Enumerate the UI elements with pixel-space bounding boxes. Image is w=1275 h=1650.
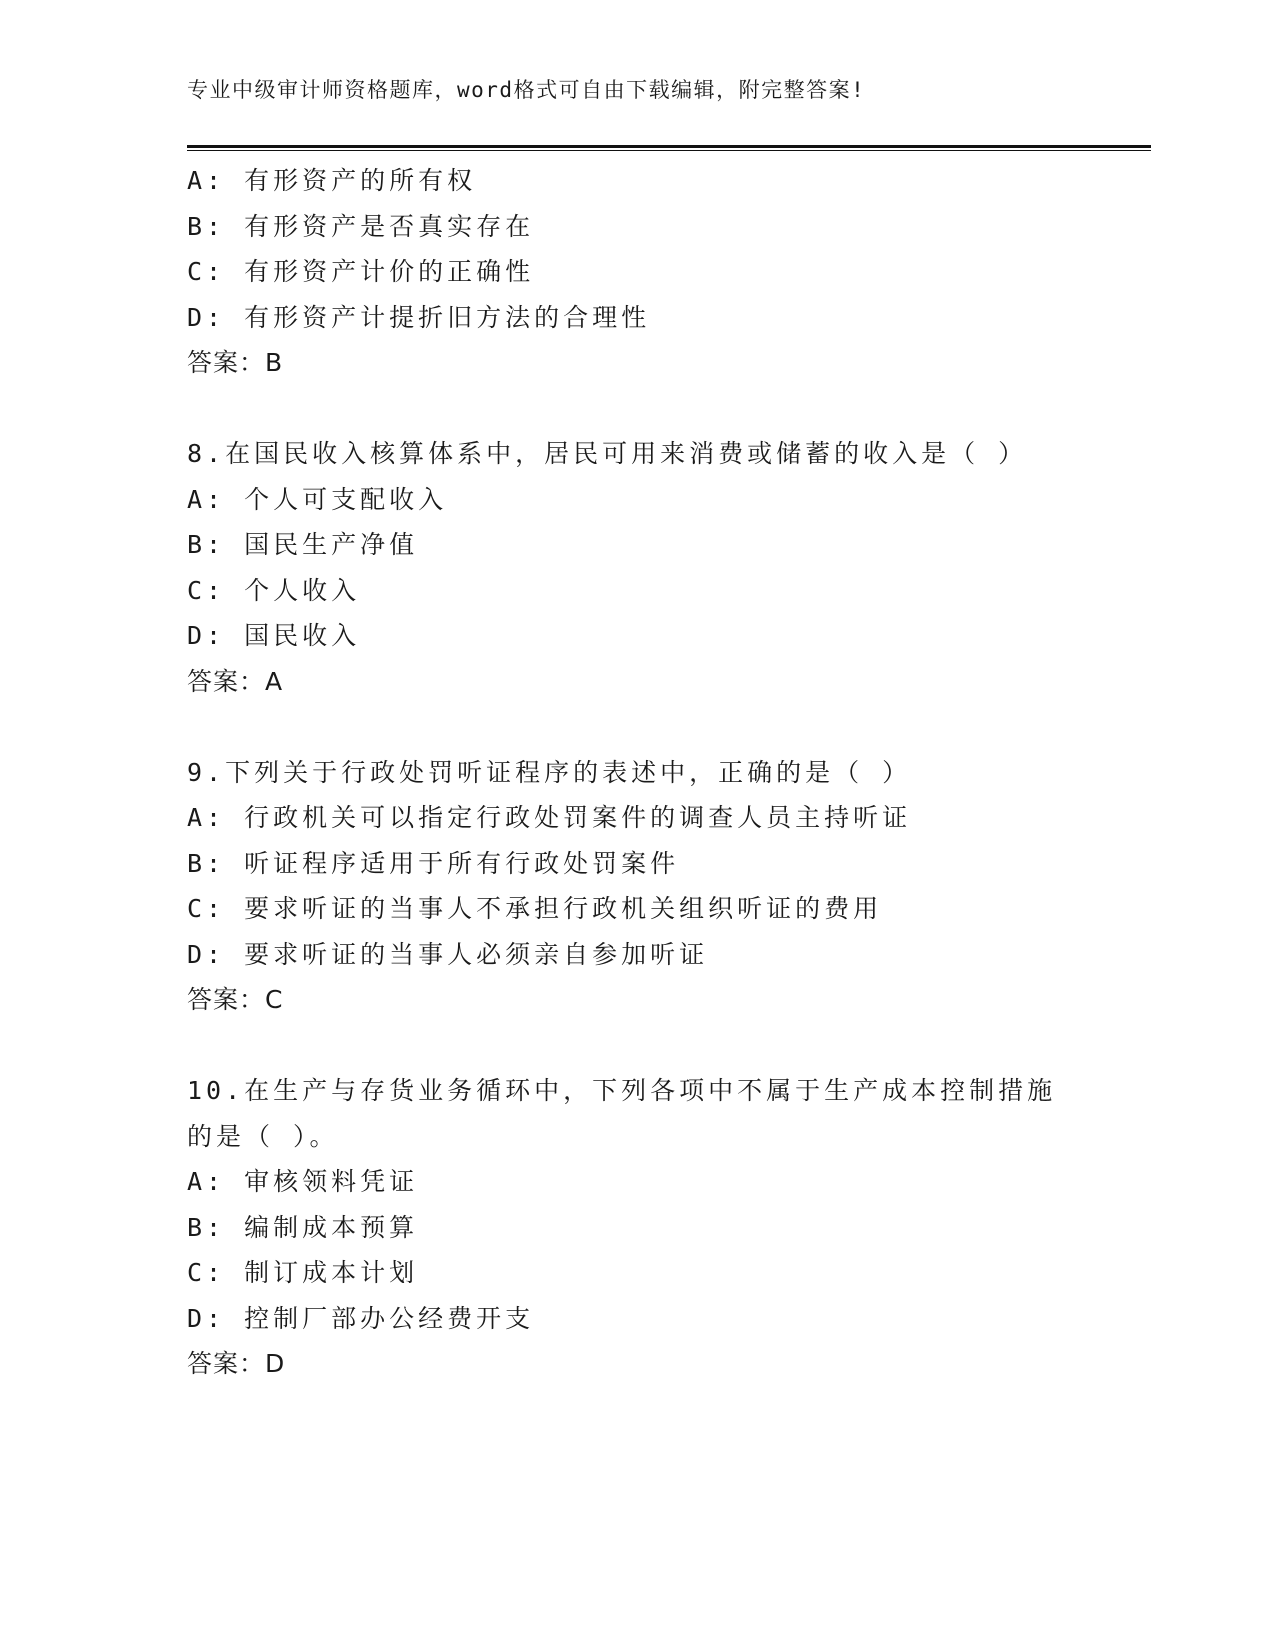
q9-answer: 答案：C — [187, 985, 284, 1014]
q7-answer: 答案：B — [187, 348, 284, 377]
q9-option-d: D: 要求听证的当事人必须亲自参加听证 — [187, 939, 709, 969]
q10-option-b: B: 编制成本预算 — [187, 1212, 419, 1242]
header-rule-thin — [187, 150, 1151, 151]
q9-option-a: A: 行政机关可以指定行政处罚案件的调查人员主持听证 — [187, 803, 912, 832]
q8-option-b: B: 国民生产净值 — [187, 530, 419, 559]
q10-option-a: A: 审核领料凭证 — [187, 1167, 419, 1196]
q8-option-a: A: 个人可支配收入 — [187, 484, 448, 514]
q8-stem: 8.在国民收入核算体系中，居民可用来消费或储蓄的收入是（ ） — [187, 439, 1028, 468]
question-content — [187, 158, 1087, 1387]
q10-option-d: D: 控制厂部办公经费开支 — [187, 1303, 535, 1333]
q10-option-c: C: 制订成本计划 — [187, 1258, 419, 1287]
q7-option-a: A: 有形资产的所有权 — [187, 166, 477, 195]
q9-option-b: B: 听证程序适用于所有行政处罚案件 — [187, 848, 680, 878]
q8-option-c: C: 个人收入 — [187, 575, 361, 605]
q9-stem: 9.下列关于行政处罚听证程序的表述中，正确的是（ ） — [187, 757, 912, 787]
q10-answer: 答案：D — [187, 1349, 286, 1378]
q7-option-c: C: 有形资产计价的正确性 — [187, 257, 535, 286]
q9-option-c: C: 要求听证的当事人不承担行政机关组织听证的费用 — [187, 894, 883, 923]
q10-stem: 10.在生产与存货业务循环中，下列各项中不属于生产成本控制措施的是（ ）。 — [187, 1076, 1057, 1151]
header-rule-thick — [187, 145, 1151, 148]
q8-answer: 答案：A — [187, 666, 284, 696]
q7-option-b: B: 有形资产是否真实存在 — [187, 211, 535, 241]
q8-option-d: D: 国民收入 — [187, 621, 361, 650]
q7-option-d: D: 有形资产计提折旧方法的合理性 — [187, 302, 651, 332]
page-header: 专业中级审计师资格题库，word格式可自由下载编辑，附完整答案! — [187, 78, 866, 102]
